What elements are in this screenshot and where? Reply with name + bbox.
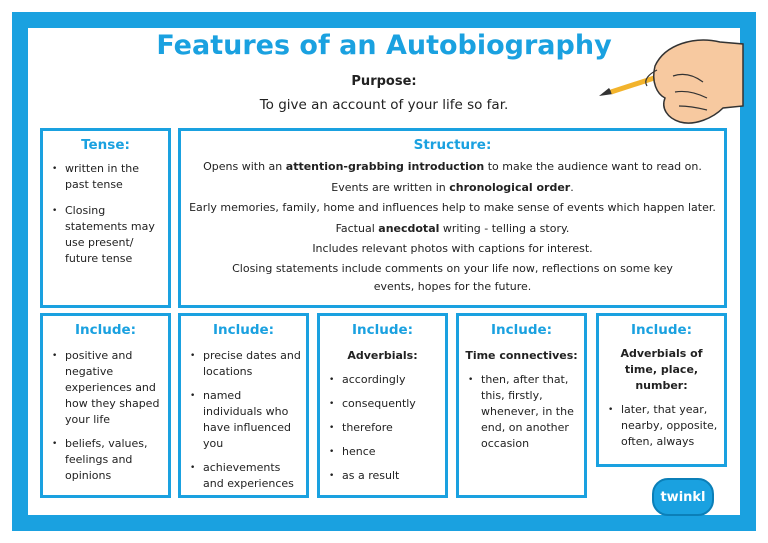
structure-line: Closing statements include comments on your life now, reflections on some key bbox=[232, 261, 673, 275]
structure-line: Includes relevant photos with captions for interest. bbox=[312, 242, 593, 255]
list-item: • hence bbox=[320, 444, 445, 460]
list-item: • precise dates and locations bbox=[181, 348, 306, 380]
list-item: • accordingly bbox=[320, 372, 445, 388]
list-item: • consequently bbox=[320, 396, 445, 412]
include-heading: Include: bbox=[351, 322, 414, 338]
include-heading: Include: bbox=[74, 322, 137, 338]
structure-line: Opens with an attention-grabbing introduction to make the audience want to read on. bbox=[203, 160, 702, 173]
list-item: • then, after that, this, firstly, whenever, in the end, on another occasion bbox=[459, 372, 584, 452]
include-heading: Include: bbox=[630, 322, 693, 338]
include-subhead: Time connectives: bbox=[465, 349, 578, 362]
structure-heading: Structure: bbox=[413, 137, 492, 153]
page-title: Features of an Autobiography bbox=[156, 30, 612, 61]
list-item: • achievements and experiences bbox=[181, 460, 306, 492]
include-subhead: Adverbials: bbox=[347, 349, 418, 362]
list-item: • written in the past tense bbox=[43, 161, 168, 193]
structure-line: Events are written in chronological order. bbox=[331, 180, 574, 194]
tense-heading: Tense: bbox=[81, 137, 130, 153]
list-item: • as a result bbox=[320, 468, 445, 484]
include-heading: Include: bbox=[212, 322, 275, 338]
include-box-3 bbox=[317, 313, 448, 498]
list-item: • therefore bbox=[320, 420, 445, 436]
tense-box bbox=[40, 128, 171, 308]
list-item: • beliefs, values, feelings and opinions bbox=[43, 436, 168, 484]
hand-writing-pencil-icon bbox=[595, 36, 745, 132]
purpose-label: Purpose: bbox=[351, 74, 417, 89]
include-heading: Include: bbox=[490, 322, 553, 338]
structure-line: events, hopes for the future. bbox=[373, 279, 532, 293]
include-box-1 bbox=[40, 313, 171, 498]
structure-line: Factual anecdotal writing - telling a story. bbox=[335, 221, 570, 235]
include-subhead: Adverbials of time, place, number: bbox=[620, 347, 703, 392]
list-item: • Closing statements may use present/ future tense bbox=[43, 203, 168, 267]
include-box-5 bbox=[596, 313, 727, 467]
structure-box bbox=[178, 128, 727, 308]
structure-line: Early memories, family, home and influences help to make sense of events which happen later. bbox=[189, 201, 716, 214]
list-item: • later, that year, nearby, opposite, often, always bbox=[599, 402, 724, 450]
include-box-2 bbox=[178, 313, 309, 498]
include-box-4 bbox=[456, 313, 587, 498]
list-item: • named individuals who have influenced you bbox=[181, 388, 306, 452]
twinkl-logo: twinkl bbox=[652, 478, 714, 516]
purpose-text: To give an account of your life so far. bbox=[259, 97, 509, 113]
list-item: • positive and negative experiences and how they shaped your life bbox=[43, 348, 168, 428]
